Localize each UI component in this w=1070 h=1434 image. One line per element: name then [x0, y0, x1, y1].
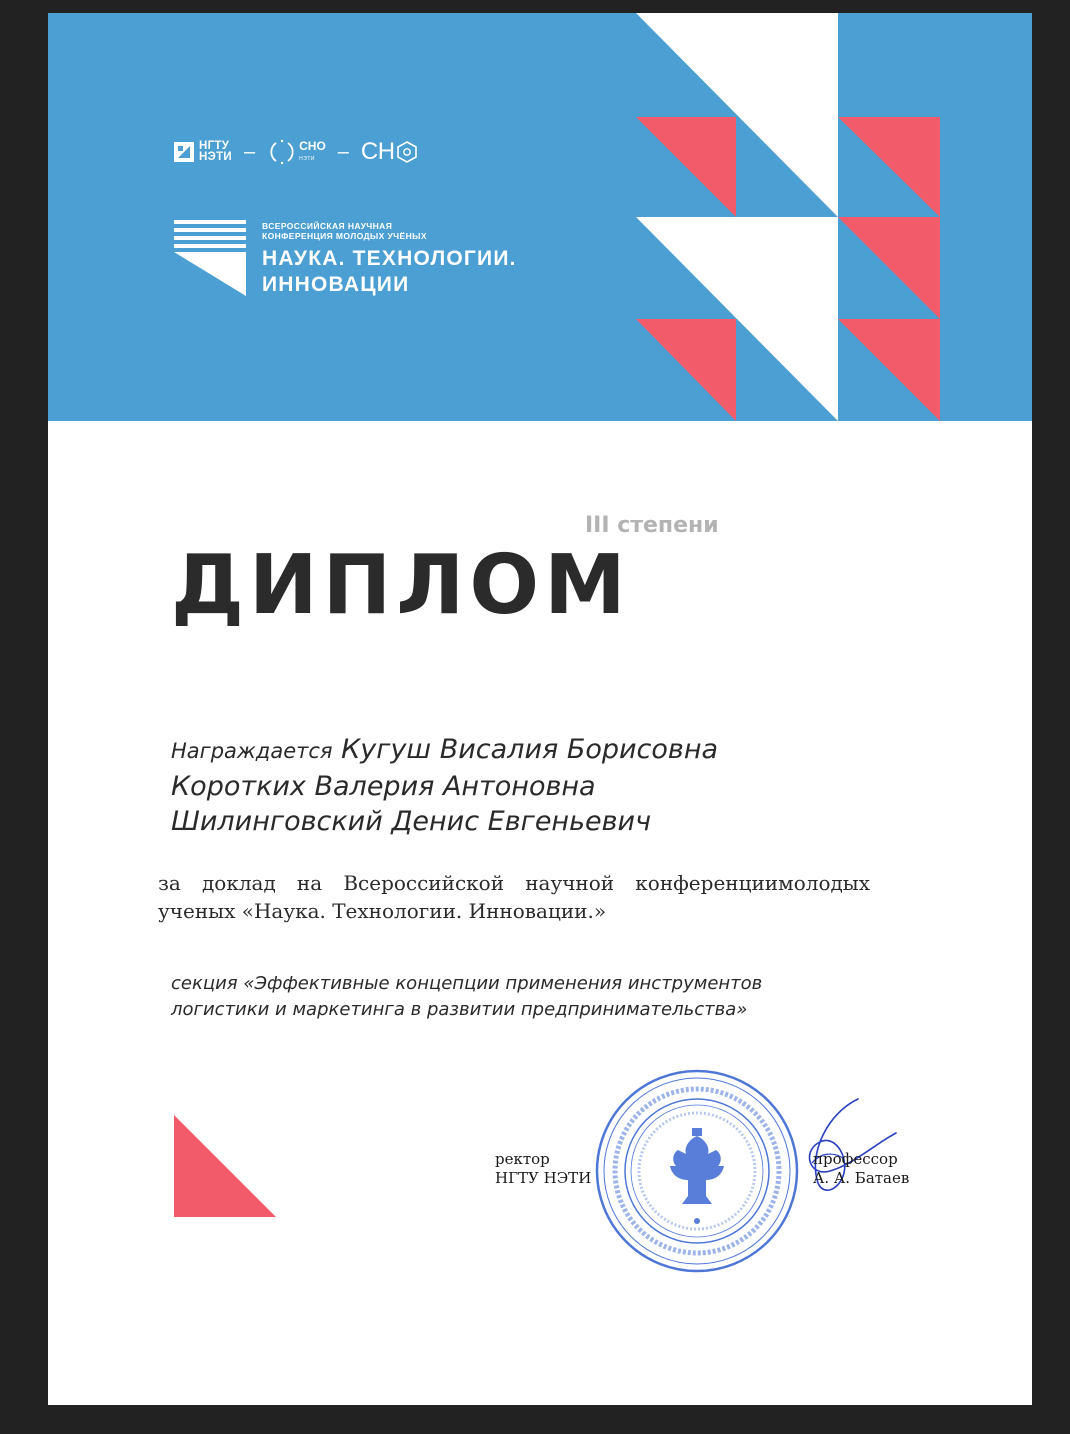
awardees-block	[171, 732, 891, 839]
section-line1: секция «Эффективные концепции применения инструментов	[171, 973, 763, 994]
red-triangle-2	[838, 117, 940, 217]
logo-separator: –	[243, 141, 256, 163]
sno2-label: СН	[360, 138, 395, 165]
diploma-title: ДИПЛОМ	[171, 538, 631, 633]
rector-signature-label	[495, 1150, 591, 1188]
red-corner-triangle	[174, 1115, 276, 1217]
white-triangle-top	[636, 13, 838, 217]
ngtu-line2: НЭТИ	[199, 151, 232, 163]
awardee-name-1: Кугуш Висалия Борисовна	[341, 734, 719, 765]
geometric-triangle-pattern	[48, 13, 1032, 421]
conference-title	[262, 246, 582, 298]
conference-subtitle	[262, 221, 482, 241]
professor-signature-label	[813, 1150, 909, 1188]
award-reason	[158, 869, 870, 925]
section-line2: логистики и маркетинга в развитии предпринимательства»	[171, 999, 748, 1020]
ngtu-mark-icon	[174, 142, 194, 162]
red-triangle-3	[838, 217, 940, 319]
header-banner	[48, 13, 1032, 421]
ngtu-line1: НГТУ	[199, 140, 230, 152]
conference-title-line1: НАУКА. ТЕХНОЛОГИИ.	[262, 247, 517, 270]
professor-name: А. А. Батаев	[813, 1169, 910, 1187]
sno-neti-logo	[267, 137, 326, 167]
award-lead: Награждается	[171, 739, 333, 763]
ngtu-neti-logo	[174, 141, 232, 163]
professor-title: профессор	[813, 1150, 898, 1168]
sno1-small-label: НЭТИ	[299, 155, 315, 162]
awardee-row-1	[171, 732, 891, 769]
awardee-name-2: Коротких Валерия Антоновна	[171, 771, 596, 802]
sno-ring-icon	[267, 137, 297, 167]
diploma-degree: III степени	[585, 513, 719, 538]
sno-logo	[361, 140, 418, 164]
red-triangle-1	[636, 117, 736, 217]
award-reason-line1: за доклад на Всероссийской научной конференциимолодых	[158, 871, 870, 895]
red-triangle-4	[636, 319, 736, 421]
conference-section	[171, 971, 891, 1023]
conference-subtitle-line2: КОНФЕРЕНЦИЯ МОЛОДЫХ УЧЁНЫХ	[262, 231, 427, 241]
partner-logos	[174, 137, 418, 167]
conference-title-line2: ИННОВАЦИИ	[262, 273, 410, 296]
hexagon-gear-icon	[396, 141, 418, 163]
rector-title: ректор	[495, 1150, 550, 1168]
rector-org: НГТУ НЭТИ	[495, 1169, 592, 1187]
logo-separator-2: –	[337, 141, 349, 163]
awardee-name-3: Шилинговский Денис Евгеньевич	[171, 806, 652, 837]
sno1-label: СНО	[299, 138, 326, 153]
diploma-sheet	[48, 13, 1032, 1405]
award-reason-line2: ученых «Наука. Технологии. Инновации.»	[158, 899, 607, 923]
conference-emblem-icon	[174, 220, 246, 296]
red-triangle-5	[838, 319, 940, 421]
conference-subtitle-line1: ВСЕРОССИЙСКАЯ НАУЧНАЯ	[262, 221, 393, 231]
